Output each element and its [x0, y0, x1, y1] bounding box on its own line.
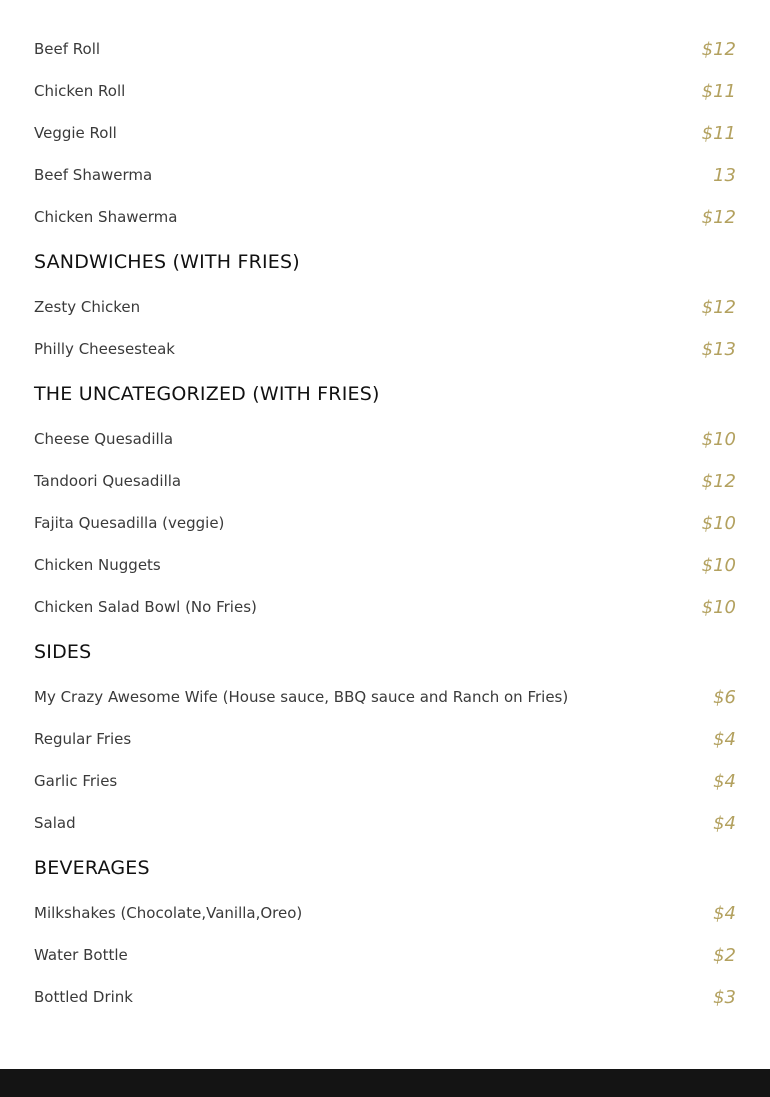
item-name: Chicken Salad Bowl (No Fries)	[34, 598, 257, 616]
menu-item	[34, 28, 736, 70]
item-name: Tandoori Quesadilla	[34, 472, 182, 490]
menu	[34, 28, 736, 1018]
menu-item	[34, 328, 736, 370]
menu-section-sandwiches	[34, 238, 736, 370]
item-price: $11	[701, 80, 736, 102]
item-price: $4	[713, 902, 736, 924]
item-name: Regular Fries	[34, 730, 132, 748]
item-name: Chicken Roll	[34, 82, 126, 100]
item-price: $10	[701, 596, 736, 618]
item-name: Chicken Shawerma	[34, 208, 178, 226]
item-name: Garlic Fries	[34, 772, 118, 790]
menu-item	[34, 502, 736, 544]
item-price: $10	[701, 554, 736, 576]
item-price: $12	[701, 470, 736, 492]
menu-item	[34, 154, 736, 196]
item-name: Beef Shawerma	[34, 166, 153, 184]
menu-item	[34, 418, 736, 460]
section-heading: SIDES	[34, 641, 92, 663]
menu-item	[34, 586, 736, 628]
item-price: $12	[701, 206, 736, 228]
item-price: $4	[713, 812, 736, 834]
menu-section-beverages	[34, 844, 736, 1018]
section-heading: BEVERAGES	[34, 857, 150, 879]
menu-item	[34, 934, 736, 976]
item-name: Beef Roll	[34, 40, 101, 58]
section-heading: SANDWICHES (WITH FRIES)	[34, 251, 300, 273]
footer-bar	[0, 1069, 770, 1097]
menu-section-uncategorized	[34, 370, 736, 628]
item-price: $13	[701, 338, 736, 360]
item-name: Water Bottle	[34, 946, 128, 964]
item-price: $11	[701, 122, 736, 144]
menu-item	[34, 286, 736, 328]
item-price: $4	[713, 770, 736, 792]
menu-item	[34, 976, 736, 1018]
menu-item	[34, 892, 736, 934]
item-name: Zesty Chicken	[34, 298, 141, 316]
item-name: Veggie Roll	[34, 124, 117, 142]
menu-item	[34, 112, 736, 154]
item-name: Cheese Quesadilla	[34, 430, 174, 448]
item-price: $3	[713, 986, 736, 1008]
menu-item	[34, 70, 736, 112]
item-price: $12	[701, 296, 736, 318]
item-price: $6	[713, 686, 736, 708]
item-price: $2	[713, 944, 736, 966]
item-name: My Crazy Awesome Wife (House sauce, BBQ sauce and Ranch on Fries)	[34, 688, 569, 706]
menu-section	[34, 28, 736, 238]
item-price: 13	[713, 164, 736, 186]
item-price: $12	[701, 38, 736, 60]
menu-item	[34, 460, 736, 502]
item-name: Chicken Nuggets	[34, 556, 161, 574]
menu-item	[34, 544, 736, 586]
item-price: $4	[713, 728, 736, 750]
item-name: Bottled Drink	[34, 988, 133, 1006]
item-price: $10	[701, 428, 736, 450]
menu-item	[34, 676, 736, 718]
item-name: Philly Cheesesteak	[34, 340, 175, 358]
menu-item	[34, 802, 736, 844]
item-name: Salad	[34, 814, 76, 832]
menu-section-sides	[34, 628, 736, 844]
item-name: Milkshakes (Chocolate,Vanilla,Oreo)	[34, 904, 303, 922]
item-price: $10	[701, 512, 736, 534]
menu-item	[34, 760, 736, 802]
menu-item	[34, 196, 736, 238]
item-name: Fajita Quesadilla (veggie)	[34, 514, 225, 532]
menu-item	[34, 718, 736, 760]
section-heading: THE UNCATEGORIZED (WITH FRIES)	[34, 383, 380, 405]
